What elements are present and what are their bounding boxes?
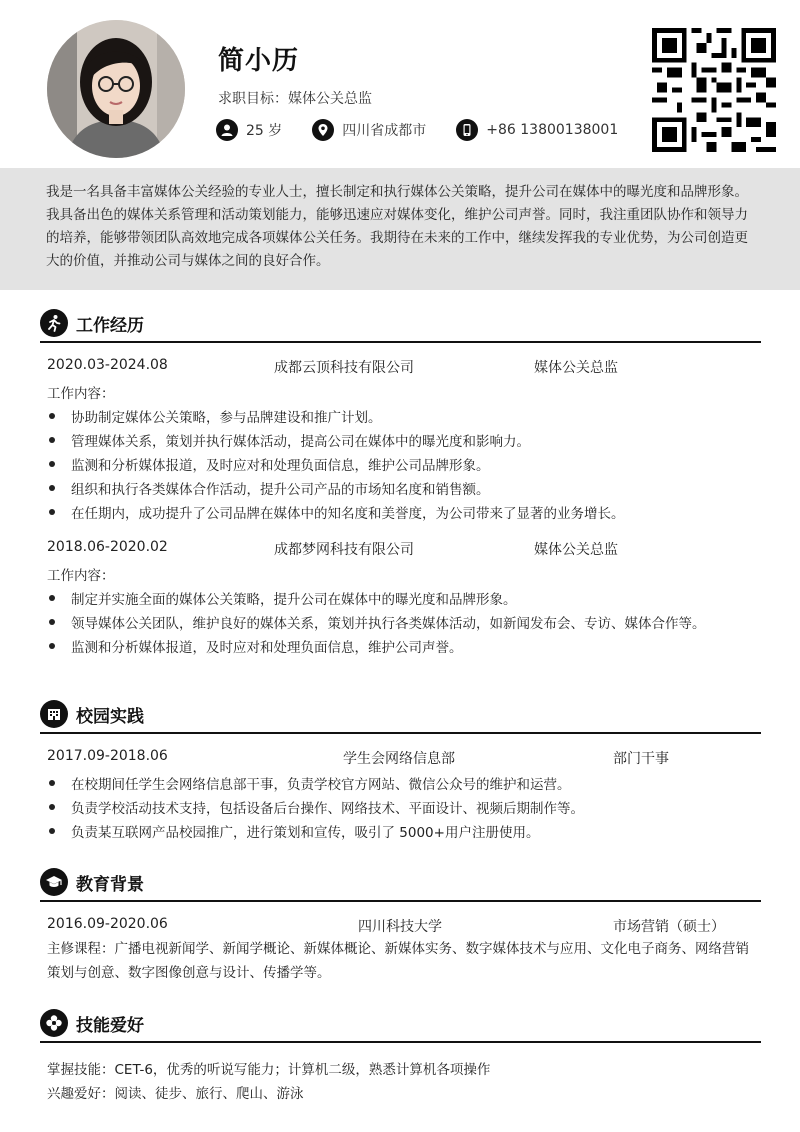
person-icon bbox=[216, 119, 238, 141]
candidate-name: 简小历 bbox=[218, 46, 300, 76]
job-1-item-1: 协助制定媒体公关策略，参与品牌建设和推广计划。 bbox=[71, 410, 382, 426]
graduation-cap-icon bbox=[40, 868, 68, 896]
profile-photo bbox=[47, 20, 185, 158]
phone-text: +86 13800138001 bbox=[486, 122, 619, 138]
location-info bbox=[312, 119, 426, 141]
job-1-role: 媒体公关总监 bbox=[534, 360, 618, 376]
job-2-item-3: 监测和分析媒体报道，及时应对和处理负面信息，维护公司声誉。 bbox=[71, 640, 463, 656]
skills-line: 掌握技能：CET-6，优秀的听说写能力；计算机二级，熟悉计算机各项操作 bbox=[47, 1062, 491, 1078]
qr-code bbox=[652, 28, 776, 152]
section-work-divider bbox=[40, 341, 761, 343]
job-2-period: 2018.06-2020.02 bbox=[47, 539, 168, 555]
resume-header bbox=[0, 0, 800, 168]
campus-period: 2017.09-2018.06 bbox=[47, 748, 168, 764]
contact-info bbox=[216, 118, 648, 142]
job-1-item-5: 在任期内，成功提升了公司品牌在媒体中的知名度和美誉度，为公司带来了显著的业务增长。 bbox=[71, 506, 625, 522]
section-education-label: 教育背景 bbox=[76, 874, 144, 895]
job-1-period: 2020.03-2024.08 bbox=[47, 357, 168, 373]
job-objective: 求职目标：媒体公关总监 bbox=[218, 91, 372, 107]
flower-icon bbox=[40, 1009, 68, 1037]
education-header bbox=[47, 916, 761, 938]
job-2-company: 成都梦网科技有限公司 bbox=[274, 542, 414, 558]
section-education-title bbox=[40, 867, 144, 897]
education-school: 四川科技大学 bbox=[358, 919, 442, 935]
education-courses: 主修课程：广播电视新闻学、新闻学概论、新媒体概论、新媒体实务、数字媒体技术与应用、文化电子商务、网络营销策划与创意、数字图像创意与设计、传播学等。 bbox=[47, 941, 749, 981]
section-skills-label: 技能爱好 bbox=[76, 1015, 144, 1036]
job-1-label: 工作内容： bbox=[47, 386, 115, 402]
age-info bbox=[216, 119, 282, 141]
phone-icon bbox=[456, 119, 478, 141]
education-period: 2016.09-2020.06 bbox=[47, 916, 168, 932]
age-text: 25 岁 bbox=[246, 123, 283, 139]
campus-item-2: 负责学校活动技术支持，包括设备后台操作、网络技术、平面设计、视频后期制作等。 bbox=[71, 801, 584, 817]
profile-photo-illustration bbox=[47, 20, 185, 158]
phone-info bbox=[456, 119, 618, 141]
job-1-item-3: 监测和分析媒体报道，及时应对和处理负面信息，维护公司品牌形象。 bbox=[71, 458, 490, 474]
section-campus-title bbox=[40, 699, 144, 729]
campus-header bbox=[47, 748, 761, 770]
job-1-header bbox=[47, 357, 761, 379]
building-icon bbox=[40, 700, 68, 728]
section-skills-divider bbox=[40, 1041, 761, 1043]
campus-item-1: 在校期间任学生会网络信息部干事，负责学校官方网站、微信公众号的维护和运营。 bbox=[71, 777, 571, 793]
campus-org: 学生会网络信息部 bbox=[343, 751, 455, 767]
job-2-item-2: 领导媒体公关团队，维护良好的媒体关系，策划并执行各类媒体活动，如新闻发布会、专访、媒体合作等。 bbox=[71, 616, 706, 632]
job-2-label: 工作内容： bbox=[47, 568, 115, 584]
section-skills-title bbox=[40, 1008, 144, 1038]
section-campus-label: 校园实践 bbox=[76, 706, 144, 727]
job-2-item-1: 制定并实施全面的媒体公关策略，提升公司在媒体中的曝光度和品牌形象。 bbox=[71, 592, 517, 608]
hobbies-line: 兴趣爱好：阅读、徒步、旅行、爬山、游泳 bbox=[47, 1086, 304, 1102]
job-2-header bbox=[47, 539, 761, 561]
location-pin-icon bbox=[312, 119, 334, 141]
job-1-item-4: 组织和执行各类媒体合作活动，提升公司产品的市场知名度和销售额。 bbox=[71, 482, 490, 498]
section-education-divider bbox=[40, 900, 761, 902]
job-1-item-2: 管理媒体关系，策划并执行媒体活动，提高公司在媒体中的曝光度和影响力。 bbox=[71, 434, 530, 450]
job-1-company: 成都云顶科技有限公司 bbox=[274, 360, 414, 376]
section-work-title bbox=[40, 308, 144, 338]
self-summary: 我是一名具备丰富媒体公关经验的专业人士，擅长制定和执行媒体公关策略，提升公司在媒体中的曝光度和品牌形象。我具备出色的媒体关系管理和活动策划能力，能够迅速应对媒体变化，维护公司声誉。同时，我注重团队协作和领导力的培养，能够带领团队高效地完成各项媒体公关任务。我期待在未来的工作中，继续发挥我的专业优势，为公司创造更大的价值，并推动公司与媒体之间的良好合作。 bbox=[0, 168, 800, 290]
section-work-label: 工作经历 bbox=[76, 315, 144, 336]
campus-item-3: 负责某互联网产品校园推广，进行策划和宣传，吸引了 5000+用户注册使用。 bbox=[71, 825, 540, 841]
section-campus-divider bbox=[40, 732, 761, 734]
location-text: 四川省成都市 bbox=[342, 123, 427, 139]
runner-icon bbox=[40, 309, 68, 337]
education-major: 市场营销（硕士） bbox=[613, 919, 725, 935]
job-2-role: 媒体公关总监 bbox=[534, 542, 618, 558]
campus-role: 部门干事 bbox=[613, 751, 669, 767]
